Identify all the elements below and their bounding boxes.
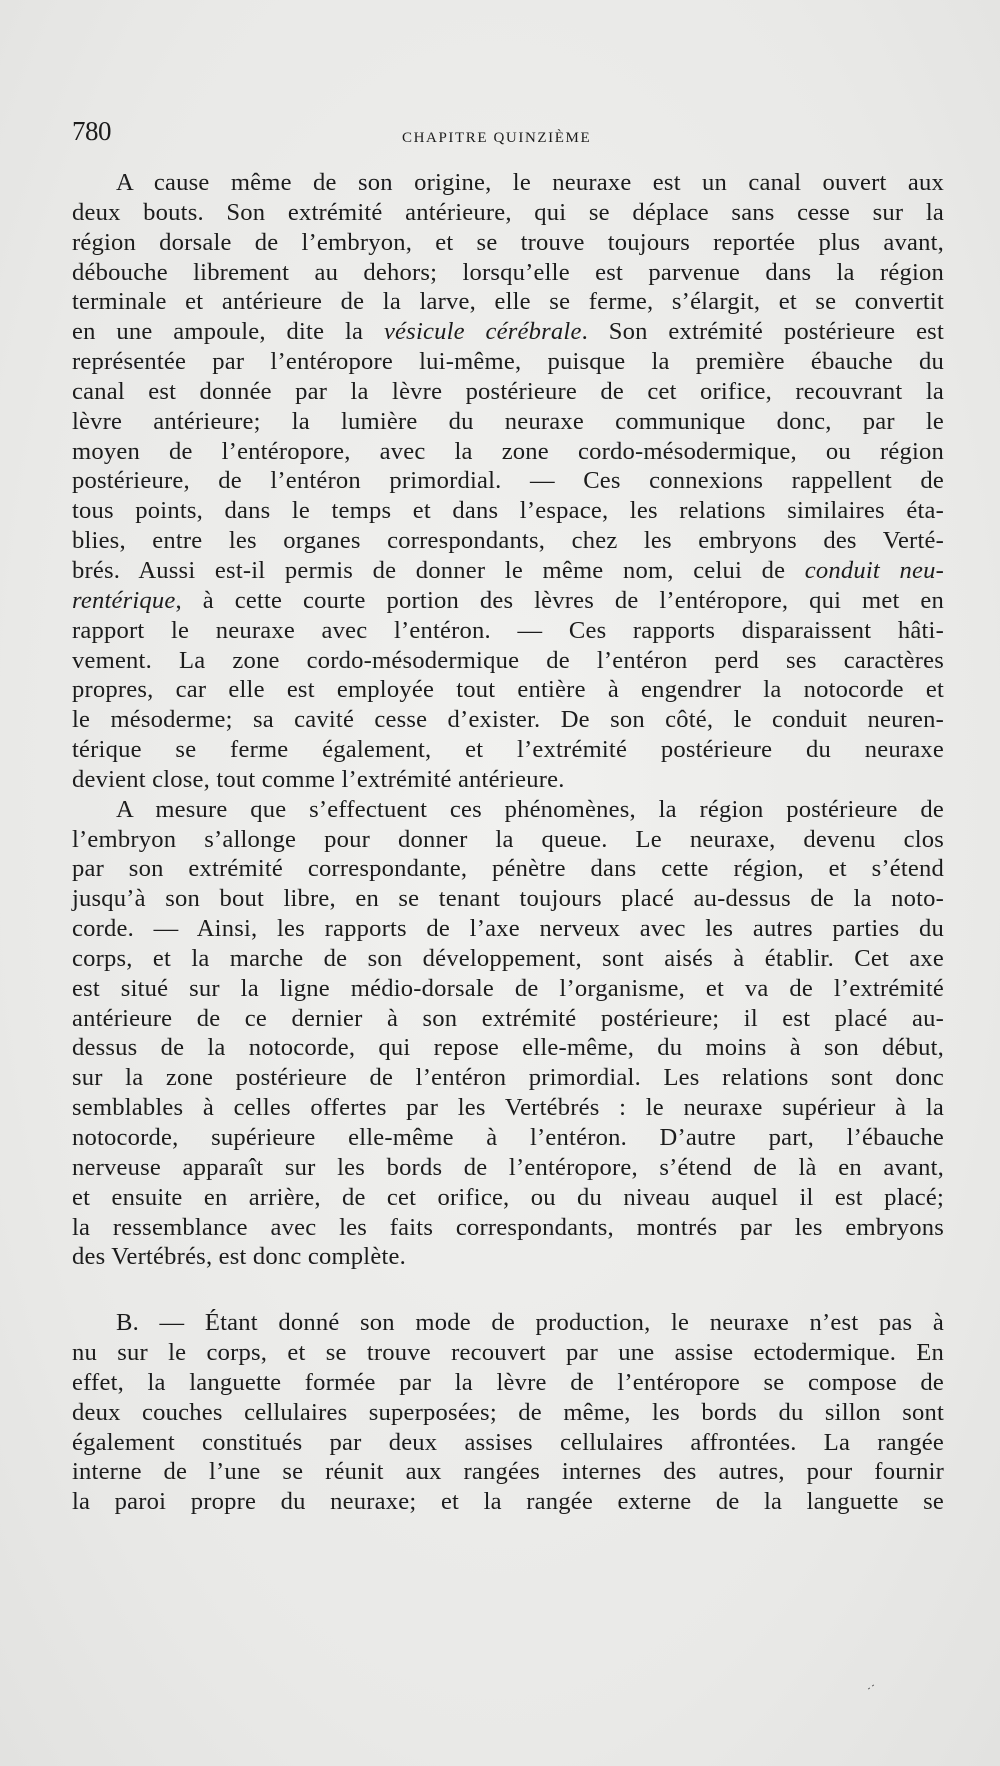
text-line: vement. La zone cordo-mésodermique de l’entéron perd ses caractères [72, 646, 944, 674]
text-line: terminale et antérieure de la larve, elle se ferme, s’élargit, et se convertit [72, 288, 944, 316]
paper-speck [872, 1684, 874, 1686]
text-line: A cause même de son origine, le neuraxe est un canal ouvert aux [116, 169, 944, 196]
text-line: nu sur le corps, et se trouve recouvert par une assise ectodermique. En [72, 1339, 944, 1367]
text-line: corps, et la marche de son développement, sont aisés à établir. Cet axe [72, 944, 944, 972]
text-line: antérieure de ce dernier à son extrémité postérieure; il est placé au- [72, 1004, 944, 1032]
paragraph-3 [72, 1308, 944, 1517]
text-line: B. — Étant donné son mode de production, le neuraxe n’est pas à [116, 1309, 944, 1337]
text-line: blies, entre les organes correspondants, chez les embryons des Verté- [72, 527, 944, 555]
text-line: A mesure que s’effectuent ces phénomènes, la région postérieure de [116, 795, 944, 823]
text-line: représentée par l’entéropore lui-même, puisque la première ébauche du [72, 348, 944, 376]
text-line: des Vertébrés, est donc complète. [72, 1243, 406, 1271]
text-line: la paroi propre du neuraxe; et la rangée externe de la languette se [72, 1488, 944, 1516]
text-line: sur la zone postérieure de l’entéron primordial. Les relations sont donc [72, 1064, 944, 1092]
text-line: dessus de la notocorde, qui repose elle-même, du moins à son début, [72, 1034, 944, 1062]
text-line: la ressemblance avec les faits correspondants, montrés par les embryons [72, 1213, 944, 1241]
text-line: également constitués par deux assises cellulaires affrontées. La rangée [72, 1428, 944, 1456]
text-line: est situé sur la ligne médio-dorsale de l’organisme, et va de l’extrémité [72, 974, 944, 1002]
paragraph-gap [72, 1272, 944, 1308]
text-line: jusqu’à son bout libre, en se tenant toujours placé au-dessus de la noto- [72, 885, 944, 913]
text-line: interne de l’une se réunit aux rangées internes des autres, pour fournir [72, 1458, 944, 1486]
text-line: le mésoderme; sa cavité cesse d’exister. De son côté, le conduit neuren- [72, 706, 944, 734]
text-line: en une ampoule, dite la vésicule cérébrale. Son extrémité postérieure est [72, 318, 944, 346]
text-line: nerveuse apparaît sur les bords de l’entéropore, s’étend de là en avant, [72, 1153, 944, 1181]
text-line: débouche librement au dehors; lorsqu’elle est parvenue dans la région [72, 258, 944, 286]
italic-term-conduit-neurenterique: conduit neu- [804, 556, 944, 584]
text-line: térique se ferme également, et l’extrémité postérieure du neuraxe [72, 736, 944, 764]
text-line: canal est donnée par la lèvre postérieure de cet orifice, recouvrant la [72, 377, 944, 405]
text-line: lèvre antérieure; la lumière du neuraxe communique donc, par le [72, 407, 944, 435]
text-line: brés. Aussi est-il permis de donner le même nom, celui de conduit neu- [72, 556, 944, 584]
text-line: deux bouts. Son extrémité antérieure, qui se déplace sans cesse sur la [72, 198, 944, 226]
text-line: notocorde, supérieure elle-même à l’entéron. D’autre part, l’ébauche [72, 1124, 944, 1151]
text-line: effet, la languette formée par la lèvre de l’entéropore se compose de [72, 1368, 944, 1396]
text-line: et ensuite en arrière, de cet orifice, ou du niveau auquel il est placé; [72, 1183, 944, 1211]
running-head: CHAPITRE QUINZIÈME [402, 130, 592, 146]
text-line: devient close, tout comme l’extrémité antérieure. [72, 765, 565, 793]
text-line: par son extrémité correspondante, pénètre dans cette région, et s’étend [72, 855, 944, 883]
page-number: 780 [72, 116, 111, 146]
body-text [72, 168, 944, 1517]
text-line: rapport le neuraxe avec l’entéron. — Ces rapports disparaissent hâti- [72, 616, 944, 644]
text-line: région dorsale de l’embryon, et se trouve toujours reportée plus avant, [72, 228, 944, 256]
paragraph-2 [72, 795, 944, 1273]
text-line: l’embryon s’allonge pour donner la queue. Le neuraxe, devenu clos [72, 825, 944, 853]
italic-term-conduit-neurenterique-cont: rentérique [72, 586, 176, 614]
paper-speck [868, 1687, 870, 1689]
italic-term-vesicule-cerebrale: vésicule cérébrale [383, 318, 582, 346]
text-line: corde. — Ainsi, les rapports de l’axe nerveux avec les autres parties du [72, 915, 944, 943]
page-header [72, 116, 944, 156]
text-line: semblables à celles offertes par les Vertébrés : le neuraxe supérieur à la [72, 1094, 944, 1122]
text-line: postérieure, de l’entéron primordial. — Ces connexions rappellent de [72, 467, 944, 495]
paragraph-1 [72, 168, 944, 795]
text-line: moyen de l’entéropore, avec la zone cordo-mésodermique, ou région [72, 437, 944, 465]
text-line: tous points, dans le temps et dans l’espace, les relations similaires éta- [72, 497, 944, 525]
text-line: deux couches cellulaires superposées; de même, les bords du sillon sont [72, 1398, 944, 1426]
text-line: propres, car elle est employée tout entière à engendrer la notocorde et [72, 676, 944, 704]
text-line: rentérique, à cette courte portion des lèvres de l’entéropore, qui met en [72, 586, 944, 614]
